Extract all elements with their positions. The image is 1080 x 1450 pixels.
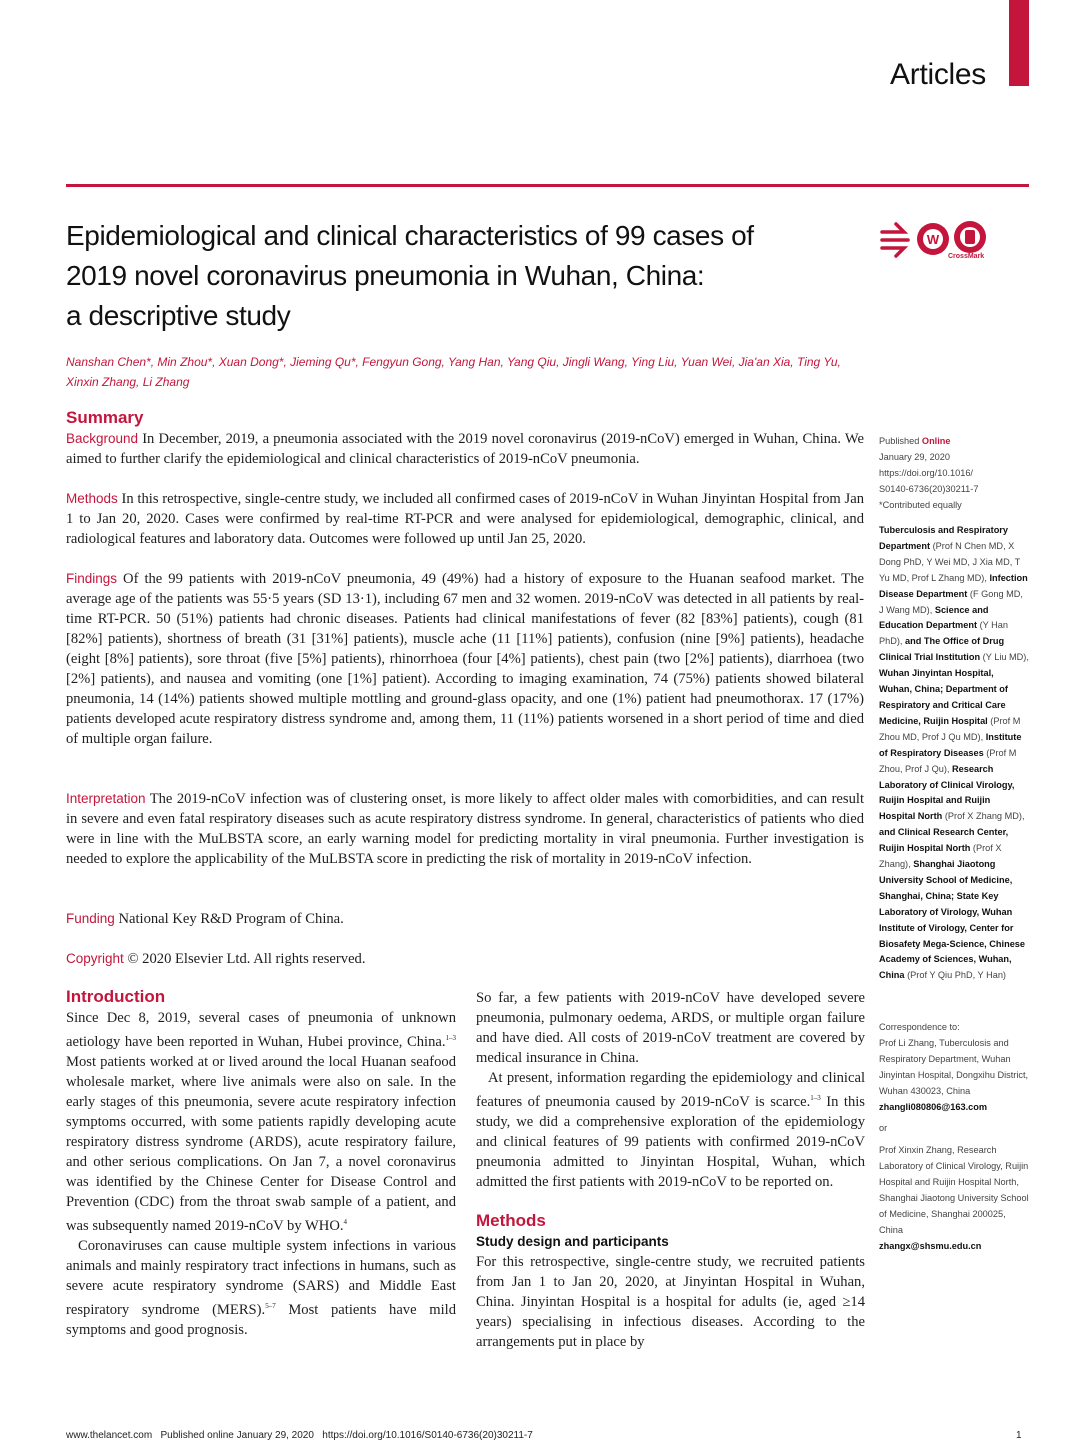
crossmark-label: CrossMark (948, 253, 985, 260)
abstract-text: In this retrospective, single-centre study, we included all confirmed cases of 2019-nCoV in Wuhan Jinyintan Hospital from Jan 1 to Jan 20, 2020. Cases were confirmed by real-time RT-PCR and were analysed for epidemiological, demographic, clinical, and radiological features and laboratory data. Outcomes were followed up until Jan 25, 2020. (66, 491, 864, 547)
body-paragraph: Coronaviruses can cause multiple system infections in various animals and mainly respiratory tract infections in humans, such as severe acute respiratory syndrome (SARS) and Middle East respiratory syndrome (MERS).$^{5-7}$ Most patients have mild symptoms and good prognosis. (66, 1237, 456, 1338)
correspondence-label: Correspondence to: (879, 1022, 960, 1032)
body-paragraph: At present, information regarding the epidemiology and clinical features of pneumonia caused by 2019-nCoV is scarce.$^{1-3}$ In this study, we did a comprehensive exploration of the epidemiology and clinical features of 99 patients with confirmed 2019-nCoV pneumonia admitted to Jinyintan Hospital, Wuhan, which admitted the first patients with 2019-nCoV to be reported on. (476, 1070, 865, 1190)
author-line: Xinxin Zhang, Li Zhang (66, 375, 190, 389)
correspondence-address: Prof Li Zhang, Tuberculosis and Respiratory Department, Wuhan Jinyintan Hospital, Dongxihu District, Wuhan 430023, China (879, 1037, 1029, 1096)
introduction-column (66, 986, 456, 1340)
sidebar-affiliations: Tuberculosis and Respiratory Department (Prof N Chen MD, X Dong PhD, Y Wei MD, J Xia MD, T Yu MD, Prof L Zhang MD), Infection Disease Department (F Gong MD, J Wang MD), Science and Education Department (Y Han PhD), and The Office of Drug Clinical Trial Institution (Y Liu MD), Wuhan Jinyintan Hospital, Wuhan, China; Department of Respiratory and Critical Care Medicine, Ruijin Hospital (Prof M Zhou MD, Prof J Qu MD), Institute of Respiratory Diseases (Prof M Zhou, Prof J Qu), Research Laboratory of Clinical Virology, Ruijin Hospital and Ruijin Hospital North (Prof X Zhang MD), and Clinical Research Center, Ruijin Hospital North (Prof X Zhang), Shanghai Jiaotong University School of Medicine, Shanghai, China; State Key Laboratory of Virology, Wuhan Institute of Virology, Center for Biosafety Mega-Science, Chinese Academy of Sciences, Wuhan, China (Prof Y Qiu PhD, Y Han) (879, 525, 1029, 981)
crossmark-icon[interactable] (954, 221, 986, 253)
summary-heading: Summary (66, 408, 144, 427)
abstract-methods (66, 489, 864, 549)
methods-heading: Methods (476, 1210, 546, 1230)
abstract-text: The 2019-nCoV infection was of clustering onset, is more likely to affect older males with comorbidities, and can result in severe and even fatal respiratory diseases such as acute respiratory distress syndrome. In general, characteristics of patients who died were in line with the MuLBSTA score, an early warning model for predicting mortality in viral pneumonia. Further investigation is needed to explore the applicability of the MuLBSTA score in predicting the risk of mortality in 2019-nCoV infection. (66, 791, 864, 867)
abstract-text: © 2020 Elsevier Ltd. All rights reserved. (127, 951, 366, 967)
section-color-tab (1009, 0, 1029, 86)
abstract-label: Background (66, 431, 139, 446)
title-line: 2019 novel coronavirus pneumonia in Wuhan, China: (66, 260, 705, 291)
contributed-note: *Contributed equally (879, 499, 962, 510)
abstract-text: National Key R&D Program of China. (118, 911, 344, 927)
introduction-heading: Introduction (66, 987, 166, 1006)
right-text-column (476, 988, 865, 1352)
svg-text:W: W (926, 232, 940, 247)
author-list (66, 352, 866, 392)
body-paragraph: For this retrospective, single-centre study, we recruited patients from Jan 1 to Jan 20, 2020, at Jinyintan Hospital in Wuhan, China. Jinyintan Hospital is a hospital for adults (ie, aged ≥14 years) specialising in infectious diseases. According to the arrangements put in place by (476, 1253, 865, 1350)
header-rule (66, 184, 1029, 187)
abstract-label: Interpretation (66, 791, 146, 806)
title-line: a descriptive study (66, 300, 291, 331)
section-label: Articles (890, 58, 986, 91)
abstract-background (66, 429, 864, 469)
email-link[interactable]: zhangx@shsmu.edu.cn (879, 1240, 982, 1251)
publish-date: January 29, 2020 (879, 451, 951, 462)
abstract-text: Of the 99 patients with 2019-nCoV pneumonia, 49 (49%) had a history of exposure to the Huanan seafood market. The average age of the patients was 55·5 years (SD 13·1), including 67 men and 32 women. 2019-nCoV was detected in all patients by real-time RT-PCR. 50 (51%) patients had chronic diseases. Patients had clinical manifestations of fever (82 [83%] patients), cough (81 [82%] patients), shortness of breath (31 [31%] patients), muscle ache (11 [11%] patients), confusion (nine [9%] patients), headache (eight [8%] patients), sore throat (five [5%] patients), rhinorrhoea (four [4%] patients), chest pain (two [2%] patients), diarrhoea (two [2%] patients), and nausea and vomiting (one [1%] patient). According to imaging examination, 74 (75%) patients showed bilateral pneumonia, 14 (14%) patients showed multiple mottling and ground-glass opacity, and one (1%) patient had pneumothorax. 17 (17%) patients developed acute respiratory distress syndrome and, among them, 11 (11%) patients worsened in a short period of time and died of multiple organ failure. (66, 571, 864, 747)
abstract-label: Copyright (66, 951, 124, 966)
abstract-funding (66, 909, 864, 929)
body-paragraph: Since Dec 8, 2019, several cases of pneumonia of unknown aetiology have been reported in Wuhan, Hubei province, China.$^{1-3}$ Most patients worked at or lived around the local Huanan seafood wholesale market, where live animals were also on sale. In the early stages of this pneumonia, severe acute respiratory infection symptoms occurred, with some patients rapidly developing acute respiratory distress syndrome (ARDS), acute respiratory failure, and other serious complications. On Jan 7, a novel coronavirus was identified by the Chinese Center for Disease Control and Prevention (CDC) from the throat swab sample of a patient, and was subsequently named 2019-nCoV by WHO.$^4$ (66, 1010, 456, 1234)
doi-link[interactable]: S0140-6736(20)30211-7 (879, 483, 979, 494)
doi-link[interactable]: https://doi.org/10.1016/ (879, 467, 973, 478)
abstract-label: Funding (66, 911, 115, 926)
correspondence-address: Prof Xinxin Zhang, Research Laboratory of Clinical Virology, Ruijin Hospital and Ruijin Hospital North, Shanghai Jiaotong University School of Medicine, Shanghai 200025, China (879, 1145, 1029, 1235)
abstract-label: Methods (66, 491, 118, 506)
body-paragraph: So far, a few patients with 2019-nCoV have developed severe pneumonia, pulmonary oedema, ARDS, or multiple organ failure and have died. All costs of 2019-nCoV treatment are covered by medical insurance in China. (476, 990, 865, 1066)
abstract-findings (66, 569, 864, 749)
abstract-label: Findings (66, 571, 118, 586)
lancet-arrow-icon (882, 224, 908, 256)
abstract-text: In December, 2019, a pneumonia associated with the 2019 novel coronavirus (2019-nCoV) emerged in Wuhan, China. We aimed to further clarify the epidemiological and clinical characteristics of 2019-nCoV pneumonia. (66, 431, 864, 467)
abstract-copyright (66, 949, 864, 969)
sidebar-publication-info (879, 434, 1029, 514)
page-number: 1 (1016, 1430, 1022, 1441)
author-line: Nanshan Chen*, Min Zhou*, Xuan Dong*, Jieming Qu*, Fengyun Gong, Yang Han, Yang Qiu, Jingli Wang, Ying Liu, Yuan Wei, Jia'an Xia, Ting Yu, (66, 355, 841, 369)
sidebar-correspondence (879, 1020, 1029, 1255)
study-design-heading: Study design and participants (476, 1233, 669, 1249)
page-footer: www.thelancet.com Published online January 29, 2020 https://doi.org/10.1016/S0140-6736(20)30211-7 (66, 1430, 533, 1441)
online-label: Online (921, 436, 951, 446)
or-label: or (879, 1123, 888, 1134)
article-title (66, 216, 826, 336)
abstract-interpretation (66, 789, 864, 869)
title-line: Epidemiological and clinical characteristics of 99 cases of (66, 220, 754, 251)
open-access-icon[interactable] (917, 223, 949, 255)
email-link[interactable]: zhangli080806@163.com (879, 1101, 988, 1112)
published-label: Published (879, 436, 920, 446)
